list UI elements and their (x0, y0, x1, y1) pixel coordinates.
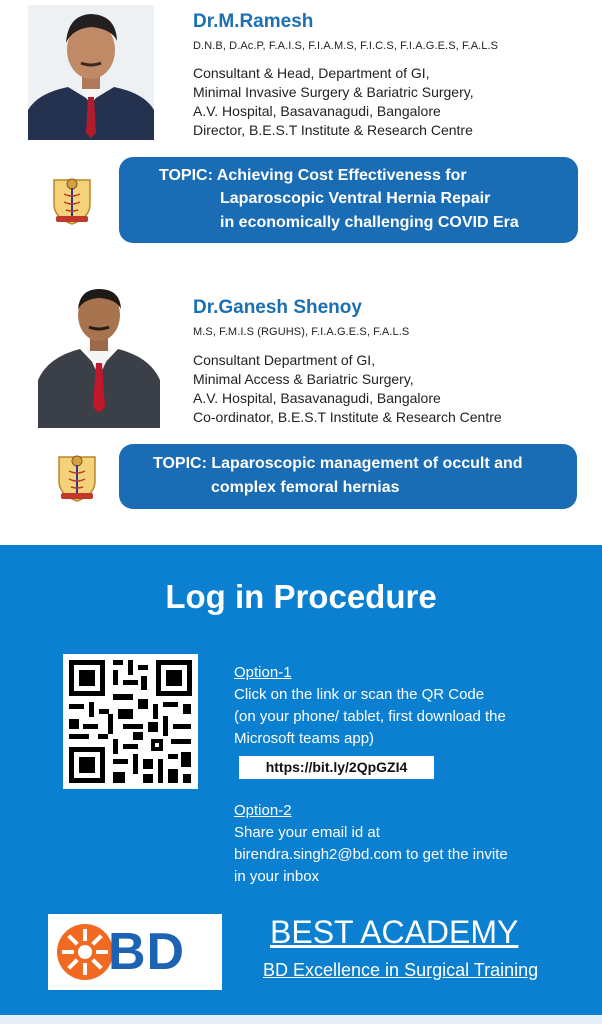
speaker-1-name: Dr.M.Ramesh (193, 11, 314, 32)
option-1-line: Click on the link or scan the QR Code (234, 686, 485, 703)
topic-line: Laparoscopic Ventral Hernia Repair (220, 190, 491, 207)
option-1-heading: Option-1 (234, 664, 292, 681)
speaker-1-qualifications: D.N.B, D.Ac.P, F.A.I.S, F.I.A.M.S, F.I.C.S, F.I.A.G.E.S, F.A.L.S (193, 40, 499, 52)
bd-logo-text: BD (108, 923, 186, 981)
speaker-1-topic-banner (119, 157, 578, 243)
bd-sunburst-icon (56, 923, 114, 981)
option-1 (234, 662, 506, 750)
teams-link[interactable]: https://bit.ly/2QpGZI4 (239, 756, 434, 779)
caduceus-emblem-icon (50, 174, 94, 226)
speaker-1-bio-line: Consultant & Head, Department of GI, (193, 65, 430, 81)
speaker-1-bio (193, 64, 474, 140)
academy-title: BEST ACADEMY (270, 914, 519, 950)
speaker-1-bio-line: Minimal Invasive Surgery & Bariatric Surgery, (193, 84, 474, 100)
speaker-1-bio-line: Director, B.E.S.T Institute & Research Centre (193, 122, 473, 138)
speaker-2-name: Dr.Ganesh Shenoy (193, 297, 362, 318)
footer-strip (0, 1015, 602, 1024)
topic-line: TOPIC: Achieving Cost Effectiveness for (159, 167, 467, 184)
option-2-line: Share your email id at (234, 824, 380, 841)
option-2-line: in your inbox (234, 868, 320, 885)
topic-line: complex femoral hernias (211, 479, 400, 496)
speaker-2-portrait-icon (38, 285, 160, 428)
speaker-1-photo (28, 5, 154, 140)
speaker-1-portrait-icon (28, 5, 154, 140)
speaker-2-bio (193, 351, 502, 427)
option-2 (234, 800, 508, 888)
qr-code-icon (63, 654, 198, 789)
speaker-2-bio-line: Consultant Department of GI, (193, 352, 376, 368)
caduceus-emblem-icon (55, 451, 99, 503)
speaker-1-bio-line: A.V. Hospital, Basavanagudi, Bangalore (193, 103, 441, 119)
speaker-2-topic-banner (119, 444, 577, 509)
login-title: Log in Procedure (165, 578, 437, 615)
speaker-2-bio-line: A.V. Hospital, Basavanagudi, Bangalore (193, 390, 441, 406)
speaker-2-bio-line: Minimal Access & Bariatric Surgery, (193, 371, 414, 387)
topic-line: TOPIC: Laparoscopic management of occult and (153, 455, 523, 472)
option-1-line: (on your phone/ tablet, first download the (234, 708, 506, 725)
option-1-line: Microsoft teams app) (234, 730, 375, 747)
topic-line: in economically challenging COVID Era (220, 214, 519, 231)
option-2-line[interactable]: birendra.singh2@bd.com to get the invite (234, 846, 508, 863)
academy-subtitle: BD Excellence in Surgical Training (263, 960, 539, 980)
speaker-2-photo (38, 285, 160, 428)
speaker-2-bio-line: Co-ordinator, B.E.S.T Institute & Research Centre (193, 409, 502, 425)
option-2-heading: Option-2 (234, 802, 292, 819)
qr-code[interactable] (63, 654, 198, 789)
speaker-2-qualifications: M.S, F.M.I.S (RGUHS), F.I.A.G.E.S, F.A.L.S (193, 326, 410, 338)
